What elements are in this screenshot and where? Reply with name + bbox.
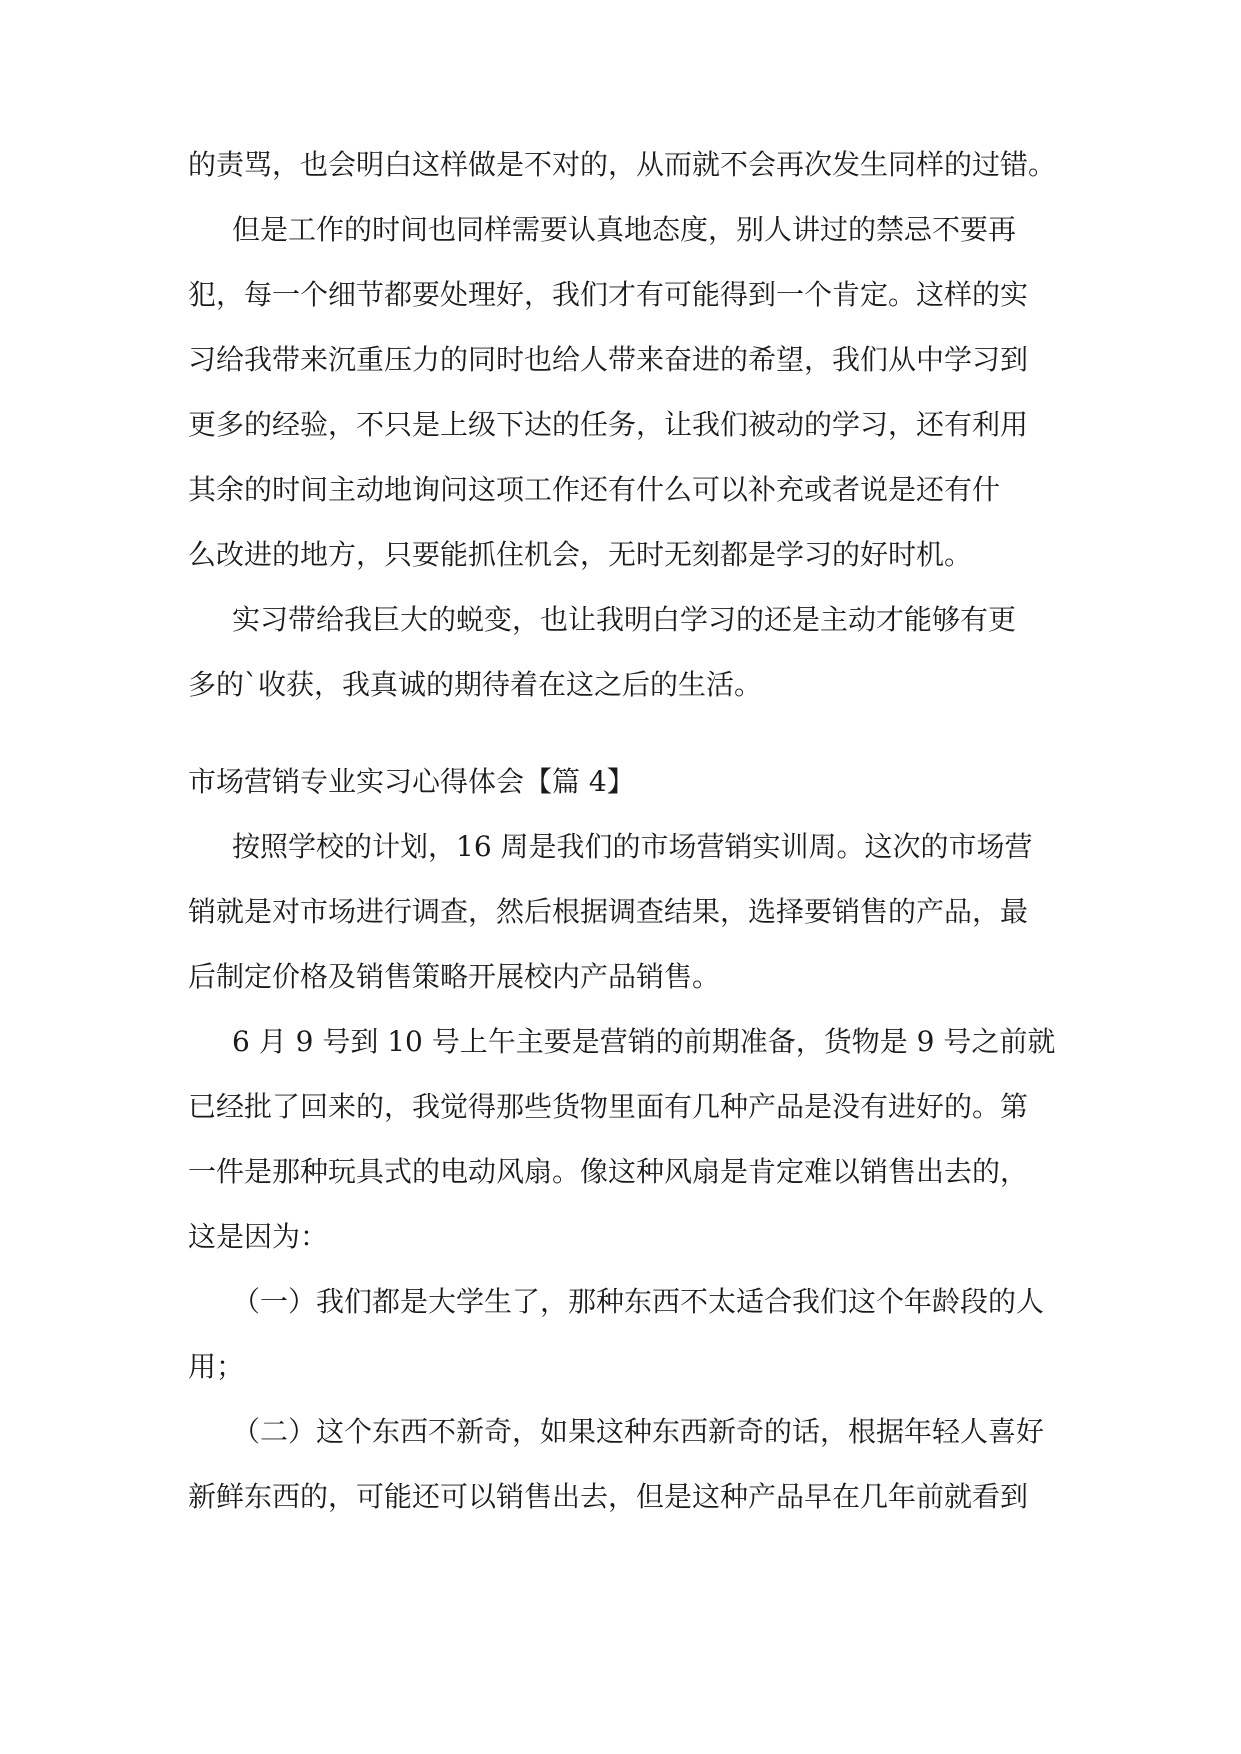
paragraph-line: 已经批了回来的，我觉得那些货物里面有几种产品是没有进好的。第 [188, 1090, 1029, 1123]
paragraph-line: 其余的时间主动地询问这项工作还有什么可以补充或者说是还有什 [188, 473, 1001, 506]
paragraph-line: 实习带给我巨大的蜕变，也让我明白学习的还是主动才能够有更 [232, 603, 1017, 636]
paragraph-line: 习给我带来沉重压力的同时也给人带来奋进的希望，我们从中学习到 [188, 343, 1029, 376]
paragraph-line: 的责骂，也会明白这样做是不对的，从而就不会再次发生同样的过错。 [188, 148, 1057, 181]
list-item-line: 用； [188, 1350, 245, 1383]
paragraph-line: 但是工作的时间也同样需要认真地态度，别人讲过的禁忌不要再 [232, 213, 1017, 246]
paragraph-line: 按照学校的计划，16 周是我们的市场营销实训周。这次的市场营 [232, 830, 1033, 863]
paragraph-line: 6 月 9 号到 10 号上午主要是营销的前期准备，货物是 9 号之前就 [232, 1025, 1056, 1058]
list-item-line: （二）这个东西不新奇，如果这种东西新奇的话，根据年轻人喜好 [232, 1415, 1045, 1448]
paragraph-line: 多的`收获，我真诚的期待着在这之后的生活。 [188, 668, 763, 701]
list-item-line: 新鲜东西的，可能还可以销售出去，但是这种产品早在几年前就看到 [188, 1480, 1029, 1513]
list-item-line: （一）我们都是大学生了，那种东西不太适合我们这个年龄段的人 [232, 1285, 1045, 1318]
paragraph-line: 么改进的地方，只要能抓住机会，无时无刻都是学习的好时机。 [188, 538, 973, 571]
paragraph-line: 这是因为： [188, 1220, 329, 1253]
paragraph-line: 销就是对市场进行调查，然后根据调查结果，选择要销售的产品，最 [188, 895, 1029, 928]
section-heading: 市场营销专业实习心得体会【篇 4】 [188, 765, 635, 798]
paragraph-line: 犯，每一个细节都要处理好，我们才有可能得到一个肯定。这样的实 [188, 278, 1029, 311]
paragraph-line: 一件是那种玩具式的电动风扇。像这种风扇是肯定难以销售出去的， [188, 1155, 1029, 1188]
paragraph-line: 后制定价格及销售策略开展校内产品销售。 [188, 960, 721, 993]
paragraph-line: 更多的经验，不只是上级下达的任务，让我们被动的学习，还有利用 [188, 408, 1029, 441]
